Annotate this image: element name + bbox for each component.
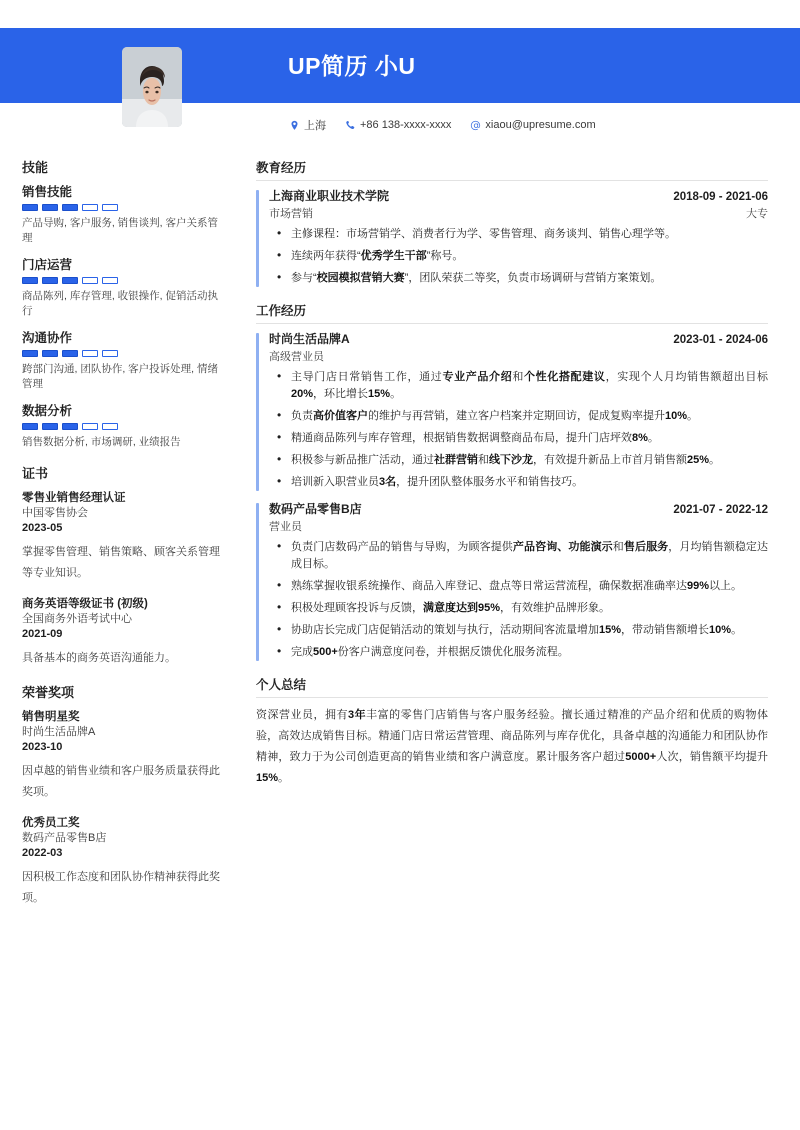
bullet-item: • 积极处理顾客投诉与反馈，满意度达到95%，有效维护品牌形象。 bbox=[291, 600, 768, 617]
contact-location-text: 上海 bbox=[304, 120, 326, 132]
skills-list bbox=[22, 184, 226, 450]
education-subheader-row bbox=[269, 206, 768, 222]
skill-bar-empty bbox=[82, 204, 98, 211]
skill-name: 沟通协作 bbox=[22, 331, 73, 345]
email-at-icon bbox=[469, 119, 481, 131]
bullet-item: • 熟练掌握收银系统操作、商品入库登记、盘点等日常运营流程，确保数据准确率达99%以上。 bbox=[291, 578, 768, 595]
summary-text: 资深营业员，拥有3年丰富的零售门店销售与客户服务经验。擅长通过精准的产品介绍和优质的购物体验，高效达成销售目标。精通门店日常运营管理、商品陈列与库存优化，具备卓越的沟通能力和团队协作精神，致力于为公司创造更高的销售业绩和客户满意度。累计服务客户超过5000+人次，销售额平均提升15%。 bbox=[256, 709, 769, 784]
skill-rating bbox=[22, 423, 226, 430]
bullet-item: • 负责门店数码产品的销售与导购，为顾客提供产品咨询、功能演示和售后服务，月均销售额稳定达成目标。 bbox=[291, 539, 768, 573]
section-summary bbox=[256, 677, 768, 789]
skill-bar-filled bbox=[62, 350, 78, 357]
experience-heading: 工作经历 bbox=[256, 303, 768, 324]
education-list bbox=[256, 188, 768, 287]
skill-block bbox=[22, 330, 226, 392]
sidebar-section-certificates bbox=[22, 466, 226, 669]
experience-header-row bbox=[269, 501, 768, 519]
awards-list bbox=[22, 709, 226, 909]
skill-name: 销售技能 bbox=[22, 185, 73, 199]
phone-icon bbox=[344, 119, 356, 131]
contact-phone bbox=[344, 119, 451, 131]
experience-date: 2023-01 - 2024-06 bbox=[673, 334, 768, 346]
skill-bar-filled bbox=[62, 277, 78, 284]
sidebar-section-skills bbox=[22, 160, 226, 450]
education-school: 上海商业职业技术学院 bbox=[269, 189, 390, 203]
skill-rating bbox=[22, 204, 226, 211]
certificate-entry-date: 2021-09 bbox=[22, 628, 63, 640]
bullet-item: • 参与“校园模拟营销大赛”，团队荣获二等奖，负责市场调研与营销方案策划。 bbox=[291, 270, 768, 287]
bullet-item: • 培训新入职营业员3名，提升团队整体服务水平和销售技巧。 bbox=[291, 474, 768, 491]
education-degree: 大专 bbox=[746, 208, 768, 220]
education-item bbox=[256, 188, 768, 287]
contact-location bbox=[288, 117, 326, 133]
award-entry-date: 2022-03 bbox=[22, 847, 63, 859]
experience-header-row bbox=[269, 331, 768, 349]
body-columns bbox=[0, 160, 800, 925]
certificate-entry-date: 2023-05 bbox=[22, 522, 63, 534]
experience-bullets bbox=[269, 539, 768, 661]
summary-heading: 个人总结 bbox=[256, 677, 768, 698]
sidebar bbox=[0, 160, 248, 925]
bullet-item: • 协助店长完成门店促销活动的策划与执行，活动期间客流量增加15%，带动销售额增长10%。 bbox=[291, 622, 768, 639]
main-content bbox=[248, 160, 800, 805]
certificate-entry-issuer: 中国零售协会 bbox=[22, 507, 88, 519]
skill-name: 门店运营 bbox=[22, 258, 73, 272]
award-entry-title: 优秀员工奖 bbox=[22, 817, 80, 829]
skill-bar-filled bbox=[22, 350, 38, 357]
skill-bar-empty bbox=[82, 277, 98, 284]
page-title: UP简历 小U bbox=[288, 53, 416, 79]
education-major: 市场营销 bbox=[269, 208, 313, 220]
skill-rating bbox=[22, 350, 226, 357]
skill-bar-empty bbox=[102, 350, 118, 357]
skill-bar-empty bbox=[102, 423, 118, 430]
awards-heading: 荣誉奖项 bbox=[22, 685, 75, 700]
award-entry-issuer: 时尚生活品牌A bbox=[22, 726, 96, 738]
certificate-entry-description: 掌握零售管理、销售策略、顾客关系管理等专业知识。 bbox=[22, 546, 220, 579]
award-entry-date: 2023-10 bbox=[22, 741, 63, 753]
experience-company: 数码产品零售B店 bbox=[269, 502, 362, 516]
bullet-item: • 积极参与新品推广活动，通过社群营销和线下沙龙，有效提升新品上市首月销售额25%。 bbox=[291, 452, 768, 469]
skill-description: 跨部门沟通, 团队协作, 客户投诉处理, 情绪管理 bbox=[22, 363, 219, 390]
education-header-row bbox=[269, 188, 768, 206]
certificate-entry bbox=[22, 596, 226, 669]
avatar bbox=[122, 47, 182, 127]
skill-rating bbox=[22, 277, 226, 284]
experience-company: 时尚生活品牌A bbox=[269, 332, 350, 346]
certificate-entry-title: 商务英语等级证书 (初级) bbox=[22, 598, 148, 610]
award-entry bbox=[22, 709, 226, 803]
education-date: 2018-09 - 2021-06 bbox=[673, 191, 768, 203]
skill-bar-filled bbox=[42, 350, 58, 357]
experience-date: 2021-07 - 2022-12 bbox=[673, 504, 768, 516]
bullet-item: • 连续两年获得“优秀学生干部”称号。 bbox=[291, 248, 768, 265]
experience-role: 营业员 bbox=[269, 521, 302, 533]
experience-role: 高级营业员 bbox=[269, 351, 324, 363]
skill-bar-empty bbox=[82, 423, 98, 430]
skill-bar-filled bbox=[42, 277, 58, 284]
award-entry bbox=[22, 815, 226, 909]
contact-phone-text: +86 138-xxxx-xxxx bbox=[360, 119, 452, 131]
award-entry-issuer: 数码产品零售B店 bbox=[22, 832, 107, 844]
bullet-item: • 主导门店日常销售工作，通过专业产品介绍和个性化搭配建议，实现个人月均销售额超出目标20%，环比增长15%。 bbox=[291, 369, 768, 403]
contact-email bbox=[469, 119, 595, 131]
section-experience bbox=[256, 303, 768, 661]
skill-bar-filled bbox=[42, 423, 58, 430]
certificates-heading: 证书 bbox=[22, 466, 49, 481]
award-entry-description: 因卓越的销售业绩和客户服务质量获得此奖项。 bbox=[22, 765, 220, 798]
experience-list bbox=[256, 331, 768, 661]
contact-row bbox=[288, 117, 596, 133]
sidebar-section-awards bbox=[22, 685, 226, 909]
skill-block bbox=[22, 403, 226, 450]
skill-bar-filled bbox=[62, 204, 78, 211]
location-pin-icon bbox=[288, 119, 300, 131]
certificate-entry-issuer: 全国商务外语考试中心 bbox=[22, 613, 132, 625]
experience-bullets bbox=[269, 369, 768, 491]
skill-bar-empty bbox=[102, 277, 118, 284]
skill-bar-filled bbox=[22, 277, 38, 284]
section-education bbox=[256, 160, 768, 287]
skills-heading: 技能 bbox=[22, 160, 49, 175]
award-entry-title: 销售明星奖 bbox=[22, 711, 80, 723]
skill-description: 产品导购, 客户服务, 销售谈判, 客户关系管理 bbox=[22, 217, 219, 244]
experience-item bbox=[256, 501, 768, 661]
bullet-item: • 精通商品陈列与库存管理，根据销售数据调整商品布局，提升门店坪效8%。 bbox=[291, 430, 768, 447]
certificate-entry-description: 具备基本的商务英语沟通能力。 bbox=[22, 652, 176, 664]
skill-block bbox=[22, 257, 226, 319]
bullet-item: • 完成500+份客户满意度问卷，并根据反馈优化服务流程。 bbox=[291, 644, 768, 661]
education-heading: 教育经历 bbox=[256, 160, 768, 181]
skill-name: 数据分析 bbox=[22, 404, 73, 418]
certificate-entry bbox=[22, 490, 226, 584]
skill-block bbox=[22, 184, 226, 246]
skill-description: 销售数据分析, 市场调研, 业绩报告 bbox=[22, 436, 181, 448]
skill-bar-filled bbox=[62, 423, 78, 430]
experience-item bbox=[256, 331, 768, 491]
award-entry-description: 因积极工作态度和团队协作精神获得此奖项。 bbox=[22, 871, 220, 904]
bullet-item: • 负责高价值客户的维护与再营销，建立客户档案并定期回访，促成复购率提升10%。 bbox=[291, 408, 768, 425]
skill-bar-filled bbox=[42, 204, 58, 211]
skill-description: 商品陈列, 库存管理, 收银操作, 促销活动执行 bbox=[22, 290, 219, 317]
contact-email-text: xiaou@upresume.com bbox=[485, 119, 596, 131]
certificates-list bbox=[22, 490, 226, 669]
skill-bar-filled bbox=[22, 423, 38, 430]
bullet-item: • 主修课程：市场营销学、消费者行为学、零售管理、商务谈判、销售心理学等。 bbox=[291, 226, 768, 243]
education-bullets bbox=[269, 226, 768, 287]
skill-bar-empty bbox=[102, 204, 118, 211]
skill-bar-filled bbox=[22, 204, 38, 211]
skill-bar-empty bbox=[82, 350, 98, 357]
certificate-entry-title: 零售业销售经理认证 bbox=[22, 492, 126, 504]
